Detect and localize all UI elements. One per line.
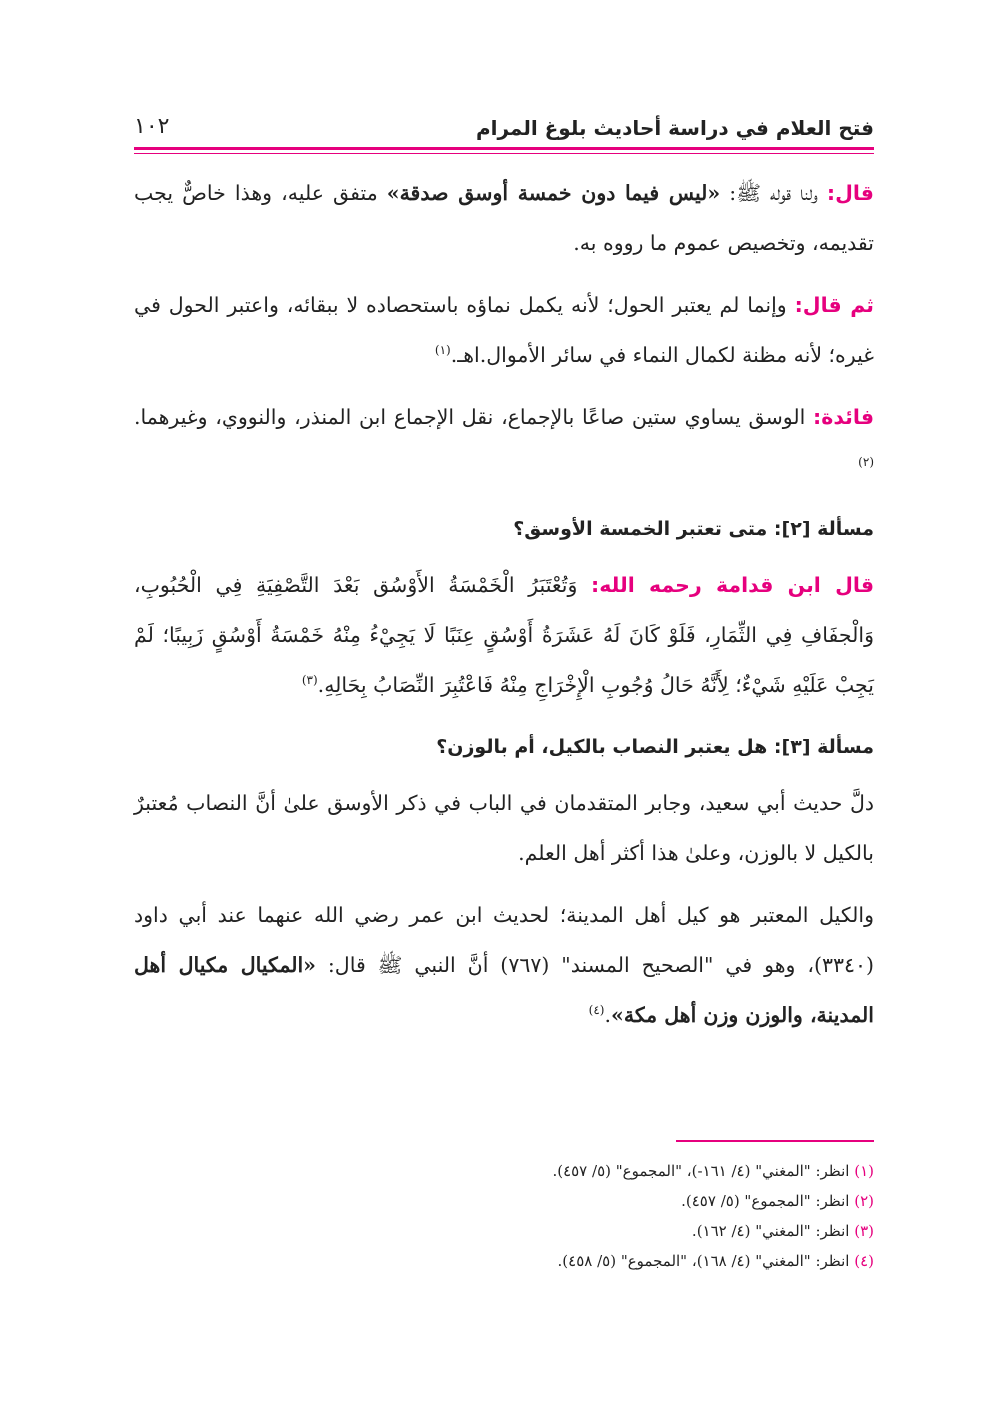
main-text	[134, 168, 874, 1052]
section-heading-2: مسألة [٢]: متى تعتبر الخمسة الأوسق؟	[513, 518, 874, 540]
footnote-separator	[676, 1140, 874, 1142]
paragraph-label: قال:	[826, 181, 874, 205]
paragraph-text: والكيل المعتبر هو كيل أهل المدينة؛ لحديث ابن عمر رضي الله عنهما عند أبي داود (٣٣٤٠)، وهو في "الصحيح المسند" (٧٦٧) أنَّ النبي ﷺ قال:	[134, 903, 875, 977]
footnote	[134, 1156, 874, 1186]
paragraph-label: ثم قال:	[794, 293, 874, 317]
footnote-text: انظر: "المغني" (٤/ ١٦٢).	[691, 1222, 855, 1240]
footnotes	[134, 1156, 874, 1276]
paragraph-5	[134, 778, 874, 878]
running-header	[134, 108, 874, 150]
hadith-quote: «المكيال مكيال أهل المدينة، والوزن وزن أهل مكة»	[134, 953, 874, 1027]
paragraph-label: فائدة:	[813, 405, 874, 429]
header-rule-thick	[134, 147, 874, 150]
footnote-number: (٢)	[854, 1192, 874, 1210]
footnote-number: (٣)	[854, 1222, 874, 1240]
paragraph-text: وإنما لم يعتبر الحول؛ لأنه يكمل نماؤه باستحصاده لا ببقائه، واعتبر الحول في غيره؛ لأنه مظنة لكمال النماء في سائر الأموال.اهـ.	[134, 293, 874, 367]
footnote	[134, 1246, 874, 1276]
paragraph-label: قال ابن قدامة رحمه الله:	[591, 573, 874, 597]
paragraph-3	[134, 392, 874, 492]
paragraph-text: متفق عليه، وهذا خاصٌّ يجب تقديمه، وتخصيص عموم ما رووه به.	[134, 181, 874, 255]
paragraph-text: الوسق يساوي ستين صاعًا بالإجماع، نقل الإجماع ابن المنذر، والنووي، وغيرهما.	[134, 405, 814, 429]
page-number: ١٠٢	[134, 114, 170, 139]
paragraph-4	[134, 560, 874, 710]
footnote-text: انظر: "المجموع" (٥/ ٤٥٧).	[681, 1192, 855, 1210]
paragraph-text: وَتُعْتَبَرُ الْخَمْسَةُ الأَوْسُق بَعْدَ التَّصْفِيَةِ فِي الْحُبُوبِ، وَالْجفَافِ فِي الثِّمَارِ، فَلَوْ كَانَ لَهُ عَشَرَةُ أَوْسُقٍ عِنَبًا لَا يَجِيْءُ مِنْهُ خَمْسَةُ أَوْسُقٍ زَبِيبًا؛ لَمْ يَجِبْ عَلَيْهِ شَيْءٌ؛ لِأَنَّهُ حَالُ وُجُوبِ الْإِخْرَاجِ مِنْهُ فَاعْتُبِرَ النِّصَابُ بِحَالِهِ.	[134, 573, 874, 697]
footnote-text: انظر: "المغني" (٤/ ١٦١-)، "المجموع" (٥/ ٤٥٧).	[552, 1162, 855, 1180]
footnote-number: (١)	[854, 1162, 874, 1180]
footnote	[134, 1216, 874, 1246]
paragraph-6	[134, 890, 874, 1040]
section-heading-3: مسألة [٣]: هل يعتبر النصاب بالكيل، أم بالوزن؟	[436, 736, 874, 758]
paragraph-1	[134, 168, 874, 268]
hadith-quote: «ليس فيما دون خمسة أوسق صدقة»	[386, 181, 721, 205]
footnote	[134, 1186, 874, 1216]
footnote-ref[interactable]: (٣)	[301, 673, 318, 688]
footnote-ref[interactable]: (٤)	[588, 1003, 605, 1018]
footnote-number: (٤)	[854, 1252, 874, 1270]
paragraph-text: دلَّ حديث أبي سعيد، وجابر المتقدمان في الباب في ذكر الأوسق علىٰ أنَّ النصاب مُعتبرٌ بالكيل لا بالوزن، وعلىٰ هذا أكثر أهل العلم.	[134, 791, 874, 865]
header-rule-thin	[134, 153, 874, 154]
footnote-ref[interactable]: (١)	[434, 343, 451, 358]
book-title: فتح العلام في دراسة أحاديث بلوغ المرام	[475, 116, 874, 140]
footnote-ref[interactable]: (٢)	[858, 455, 874, 470]
paragraph-text: ولنا قوله ﷺ:	[720, 181, 827, 205]
paragraph-2	[134, 280, 874, 380]
footnote-text: انظر: "المغني" (٤/ ١٦٨)، "المجموع" (٥/ ٤٥٨).	[557, 1252, 855, 1270]
paragraph-text: .	[604, 1003, 612, 1027]
